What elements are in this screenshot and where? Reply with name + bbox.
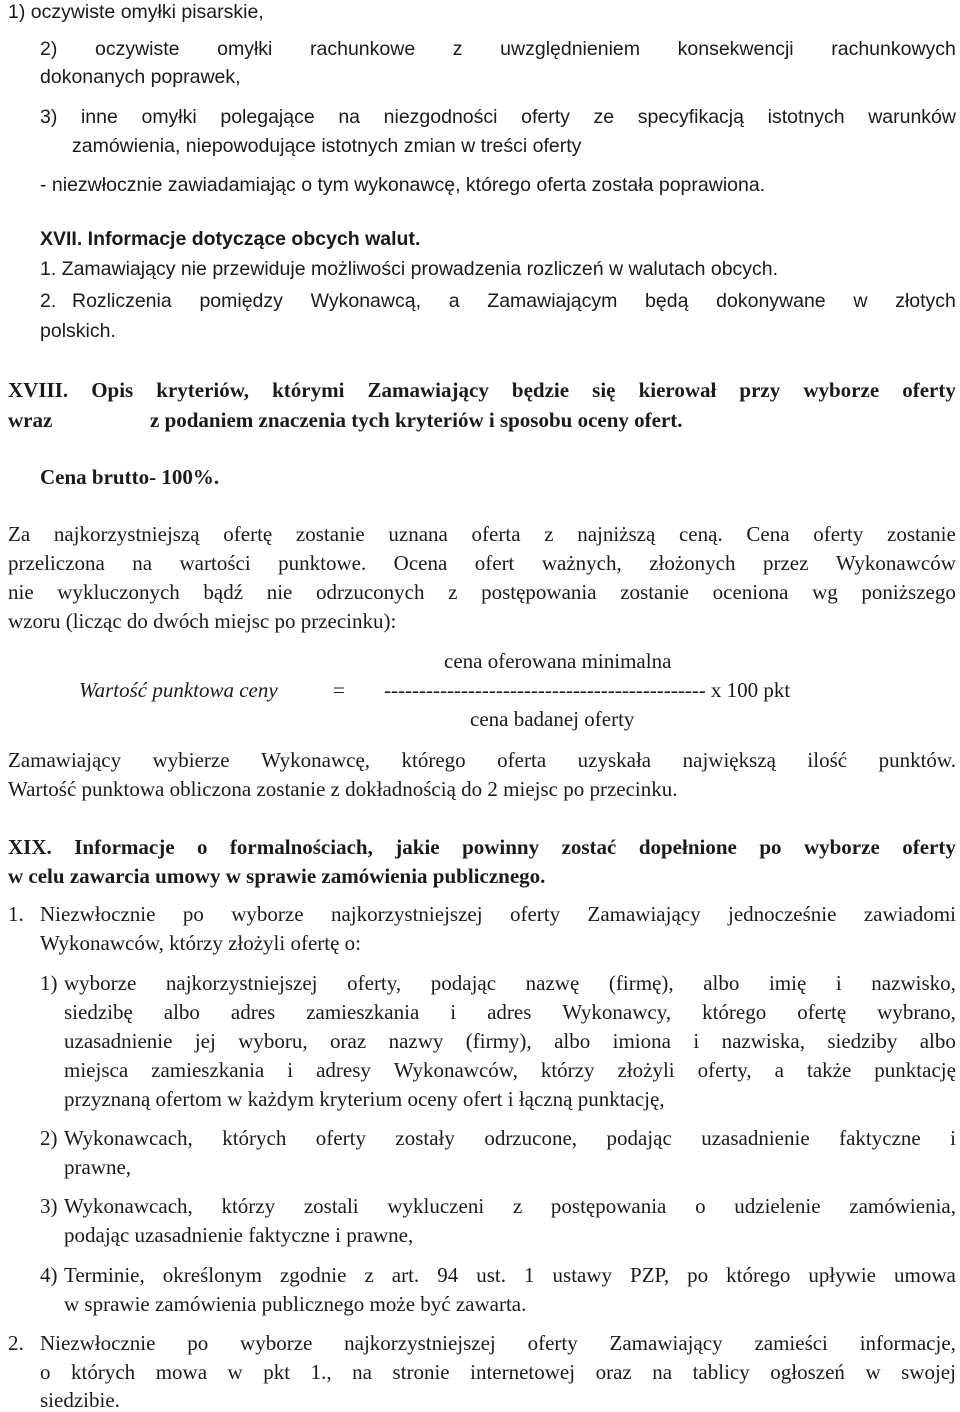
word: powinny bbox=[462, 835, 540, 859]
word: na bbox=[132, 551, 153, 575]
word: kierował bbox=[638, 378, 717, 402]
word: siedziby bbox=[827, 1029, 898, 1053]
word: (firmy), bbox=[465, 1029, 532, 1053]
word: zamieszkania bbox=[151, 1058, 265, 1082]
word: zostanie bbox=[295, 522, 365, 546]
word: XIX. bbox=[8, 835, 52, 859]
word: którzy bbox=[540, 1058, 595, 1082]
word: oferta bbox=[497, 748, 547, 772]
word: oceniona bbox=[712, 580, 789, 604]
word: adres bbox=[487, 1000, 532, 1024]
word: złożonych bbox=[649, 551, 736, 575]
word: na bbox=[352, 1360, 372, 1384]
word: bądź bbox=[203, 580, 244, 604]
numbered-item-1-number: 1. bbox=[8, 902, 24, 926]
word: ceną. bbox=[678, 522, 723, 546]
word: 2) bbox=[40, 38, 58, 60]
formula-denominator: cena badanej oferty bbox=[470, 707, 635, 731]
word: Opis bbox=[91, 378, 134, 402]
word: wyborze bbox=[64, 971, 137, 995]
word: najkorzystniejszej bbox=[330, 902, 483, 926]
word: adresy bbox=[316, 1058, 371, 1082]
word: z bbox=[452, 38, 463, 60]
word: punktowe. bbox=[278, 551, 367, 575]
word: wyborze bbox=[231, 902, 304, 926]
word: odrzuconych bbox=[316, 580, 425, 604]
word: z bbox=[364, 1263, 374, 1287]
word: formalnościach, bbox=[229, 835, 373, 859]
numbered-item-2-number: 2. bbox=[8, 1331, 24, 1355]
word: omyłki bbox=[141, 106, 197, 128]
word: ilość bbox=[807, 748, 848, 772]
word: Zamawiający bbox=[587, 902, 701, 926]
price-criterion: Cena brutto- 100%. bbox=[40, 465, 220, 489]
word: którzy bbox=[221, 1194, 276, 1218]
word: z bbox=[512, 1194, 523, 1218]
word: także bbox=[807, 1058, 852, 1082]
word: zostały bbox=[395, 1126, 455, 1150]
sub-item-4-line-2: w sprawie zamówienia publicznego może być zawarta. bbox=[64, 1292, 527, 1316]
sub-item-1-line-2 bbox=[64, 1002, 956, 1023]
word: w bbox=[853, 290, 868, 312]
word: Zamawiający bbox=[367, 378, 489, 402]
word: Wykonawcy, bbox=[562, 1000, 672, 1024]
word: Wykonawców, bbox=[393, 1058, 518, 1082]
word: przeliczona bbox=[8, 551, 105, 575]
word: odrzucone, bbox=[484, 1126, 578, 1150]
word: po bbox=[759, 835, 782, 859]
word: warunków bbox=[868, 106, 956, 128]
word: polegające bbox=[220, 106, 315, 128]
word: siedzibę bbox=[64, 1000, 133, 1024]
numbered-item-2-line-2 bbox=[40, 1362, 956, 1383]
word: a bbox=[774, 1058, 784, 1082]
word: albo bbox=[703, 971, 740, 995]
word: Za bbox=[8, 522, 31, 546]
word: 1., bbox=[310, 1360, 332, 1384]
sub-item-1-line-1 bbox=[64, 973, 956, 994]
word: punktację bbox=[874, 1058, 956, 1082]
word: którego bbox=[401, 748, 466, 772]
word: podając bbox=[606, 1126, 672, 1150]
word: 3) bbox=[40, 106, 58, 128]
word: zostanie bbox=[620, 580, 690, 604]
word: zostać bbox=[561, 835, 617, 859]
word: o bbox=[40, 1360, 51, 1384]
word: Niezwłocznie bbox=[40, 1331, 156, 1355]
word: wybierze bbox=[152, 748, 230, 772]
word: udzielenie bbox=[734, 1194, 821, 1218]
word: ofertę bbox=[797, 1000, 847, 1024]
word: zgodnie bbox=[279, 1263, 347, 1287]
word: oferty bbox=[521, 106, 570, 128]
word: 1 bbox=[524, 1263, 535, 1287]
word: uzasadnienie bbox=[64, 1029, 173, 1053]
list-item-2-cont: dokonanych poprawek, bbox=[40, 66, 241, 88]
word: określonym bbox=[162, 1263, 262, 1287]
sub-item-1-number: 1) bbox=[40, 971, 58, 995]
section-xvii-item-2 bbox=[72, 292, 956, 312]
word: PZP, bbox=[630, 1263, 670, 1287]
word: kryteriów, bbox=[156, 378, 250, 402]
word: i bbox=[835, 971, 842, 995]
word: Wykonawców bbox=[835, 551, 956, 575]
word: Informacje bbox=[74, 835, 175, 859]
word: oferty bbox=[509, 902, 561, 926]
word: ogłoszeń bbox=[770, 1360, 845, 1384]
formula-label: Wartość punktowa ceny bbox=[79, 678, 278, 702]
word: oferty bbox=[527, 1331, 578, 1355]
word: z bbox=[448, 580, 458, 604]
word: nazwisko, bbox=[871, 971, 956, 995]
word: ze bbox=[593, 106, 615, 128]
section-heading-xix-cont: w celu zawarcia umowy w sprawie zamówienia publicznego. bbox=[8, 864, 546, 888]
word: zamieści bbox=[754, 1331, 828, 1355]
word: wykluczonych bbox=[57, 580, 180, 604]
word: pomiędzy bbox=[199, 290, 283, 312]
word: Zamawiający bbox=[609, 1331, 723, 1355]
word: w bbox=[865, 1360, 881, 1384]
formula-fraction-line: ---------------------------------------------- x 100 pkt bbox=[384, 678, 791, 702]
word: pkt bbox=[263, 1360, 291, 1384]
word: wykluczeni bbox=[387, 1194, 485, 1218]
section-heading-xviii-cont: z podaniem znaczenia tych kryteriów i sposobu oceny ofert. bbox=[150, 408, 683, 432]
word: ust. bbox=[476, 1263, 506, 1287]
word: rachunkowych bbox=[831, 38, 956, 60]
word: Wykonawcę, bbox=[261, 748, 371, 772]
paragraph-line-1 bbox=[8, 524, 956, 545]
word: tablicy bbox=[692, 1360, 750, 1384]
section-xvii-item-2-cont: polskich. bbox=[40, 320, 116, 342]
word: Rozliczenia bbox=[72, 290, 172, 312]
word: 94 bbox=[437, 1263, 459, 1287]
section-heading-xviii bbox=[8, 380, 956, 401]
word: imię bbox=[768, 971, 807, 995]
sub-item-2-line-2: prawne, bbox=[64, 1155, 132, 1179]
word: Wykonawcach, bbox=[64, 1126, 193, 1150]
numbered-item-1-cont: Wykonawców, którzy złożyli ofertę o: bbox=[40, 931, 362, 955]
list-item-2 bbox=[40, 40, 956, 60]
word: istotnych bbox=[767, 106, 845, 128]
word: ustawy bbox=[552, 1263, 613, 1287]
list-item-3 bbox=[40, 108, 956, 128]
word: postępowania bbox=[550, 1194, 667, 1218]
result-line-2: Wartość punktowa obliczona zostanie z dokładnością do 2 miejsc po przecinku. bbox=[8, 777, 678, 801]
word: po bbox=[182, 902, 204, 926]
word: z bbox=[544, 522, 554, 546]
word: i bbox=[450, 1000, 457, 1024]
paragraph-line-4: wzoru (licząc do dwóch miejsc po przecinku): bbox=[8, 609, 397, 633]
word: będą bbox=[645, 290, 689, 312]
word: i bbox=[693, 1029, 700, 1053]
word: i bbox=[950, 1126, 956, 1150]
word: oferty, bbox=[347, 971, 402, 995]
word: swojej bbox=[901, 1360, 956, 1384]
word: oferta bbox=[471, 522, 521, 546]
word: albo bbox=[163, 1000, 200, 1024]
word: których bbox=[71, 1360, 136, 1384]
word: którego bbox=[726, 1263, 791, 1287]
word: wyborze bbox=[803, 835, 880, 859]
word: oraz bbox=[330, 1029, 367, 1053]
word: albo bbox=[919, 1029, 956, 1053]
word: Terminie, bbox=[64, 1263, 145, 1287]
section-heading-xvii: XVII. Informacje dotyczące obcych walut. bbox=[40, 228, 421, 250]
word: oraz bbox=[595, 1360, 632, 1384]
word: najkorzystniejszej bbox=[165, 971, 318, 995]
word: na bbox=[338, 106, 361, 128]
word: ofert bbox=[474, 551, 515, 575]
numbered-item-1 bbox=[40, 904, 956, 925]
word: zamieszkania bbox=[306, 1000, 420, 1024]
section-heading-xviii-word: wraz bbox=[8, 408, 53, 432]
sub-item-4-line-1 bbox=[64, 1265, 956, 1286]
sub-item-3-line-1 bbox=[64, 1196, 956, 1217]
section-xvii-item-1: 1. Zamawiający nie przewiduje możliwości prowadzenia rozliczeń w walutach obcych. bbox=[40, 258, 779, 280]
word: Zamawiający bbox=[8, 748, 122, 772]
word: nazwę bbox=[525, 971, 580, 995]
word: o bbox=[196, 835, 208, 859]
notice-line: - niezwłocznie zawiadamiając o tym wykonawcę, którego oferta została poprawiona. bbox=[40, 174, 766, 196]
word: podając bbox=[430, 971, 497, 995]
formula-equals: = bbox=[333, 678, 345, 702]
word: postępowania bbox=[481, 580, 597, 604]
word: oczywiste bbox=[94, 38, 180, 60]
word: złożyli bbox=[617, 1058, 675, 1082]
word: poniższego bbox=[861, 580, 956, 604]
word: jednocześnie bbox=[728, 902, 837, 926]
word: się bbox=[592, 378, 616, 402]
word: konsekwencji bbox=[677, 38, 794, 60]
word: zawiadomi bbox=[863, 902, 956, 926]
word: dokonywane bbox=[716, 290, 826, 312]
word: Niezwłocznie bbox=[40, 902, 156, 926]
word: imiona bbox=[612, 1029, 671, 1053]
word: złotych bbox=[895, 290, 956, 312]
word: wyboru, bbox=[238, 1029, 308, 1053]
word: największą bbox=[682, 748, 776, 772]
formula-numerator: cena oferowana minimalna bbox=[444, 649, 672, 673]
word: uznana bbox=[388, 522, 448, 546]
word: Ocena bbox=[393, 551, 448, 575]
list-item-1: 1) oczywiste omyłki pisarskie, bbox=[8, 1, 264, 23]
word: Cena bbox=[746, 522, 790, 546]
word: oferty bbox=[813, 522, 864, 546]
paragraph-line-2 bbox=[8, 553, 956, 574]
word: nazwy bbox=[388, 1029, 444, 1053]
word: zostanie bbox=[887, 522, 956, 546]
word: Zamawiającym bbox=[487, 290, 618, 312]
paragraph-line-3 bbox=[8, 582, 956, 603]
word: w bbox=[227, 1360, 243, 1384]
word: mowa bbox=[155, 1360, 208, 1384]
word: zamówienia, bbox=[849, 1194, 956, 1218]
word: po bbox=[187, 1331, 209, 1355]
word: i bbox=[287, 1058, 294, 1082]
section-xvii-item-2-number: 2. bbox=[40, 290, 57, 312]
word: zostali bbox=[303, 1194, 359, 1218]
word: wyborze bbox=[803, 378, 880, 402]
word: dopełnione bbox=[638, 835, 737, 859]
word: niezgodności bbox=[383, 106, 498, 128]
word: inne bbox=[80, 106, 118, 128]
word: adres bbox=[230, 1000, 276, 1024]
sub-item-3-line-2: podając uzasadnienie faktyczne i prawne, bbox=[64, 1223, 414, 1247]
numbered-item-2-line-1 bbox=[40, 1333, 956, 1354]
section-heading-xix bbox=[8, 837, 956, 858]
word: o bbox=[695, 1194, 706, 1218]
sub-item-4-number: 4) bbox=[40, 1263, 58, 1287]
word: którymi bbox=[272, 378, 345, 402]
word: których bbox=[222, 1126, 287, 1150]
word: oferty bbox=[315, 1126, 366, 1150]
word: wybrano, bbox=[877, 1000, 956, 1024]
word: oferty bbox=[902, 378, 956, 402]
word: na bbox=[652, 1360, 673, 1384]
word: najkorzystniejszą bbox=[53, 522, 200, 546]
word: omyłki bbox=[217, 38, 273, 60]
word: ważnych, bbox=[541, 551, 622, 575]
word: umowa bbox=[894, 1263, 956, 1287]
word: (firmę), bbox=[608, 971, 674, 995]
word: miejsca bbox=[64, 1058, 129, 1082]
word: XVIII. bbox=[8, 378, 69, 402]
sub-item-1-line-4 bbox=[64, 1060, 956, 1081]
word: punktów. bbox=[878, 748, 956, 772]
word: wg bbox=[812, 580, 838, 604]
word: albo bbox=[554, 1029, 591, 1053]
word: przy bbox=[739, 378, 781, 402]
word: nie bbox=[8, 580, 34, 604]
word: najkorzystniejszej bbox=[344, 1331, 496, 1355]
word: nazwiska, bbox=[721, 1029, 805, 1053]
word: specyfikacją bbox=[637, 106, 744, 128]
word: jakie bbox=[395, 835, 440, 859]
word: którego bbox=[702, 1000, 767, 1024]
numbered-item-2-line-3: siedzibie. bbox=[40, 1388, 120, 1412]
word: ofertę bbox=[223, 522, 273, 546]
word: a bbox=[448, 290, 460, 312]
word: Wykonawcą, bbox=[310, 290, 421, 312]
word: nie bbox=[266, 580, 293, 604]
word: oferty, bbox=[697, 1058, 752, 1082]
word: uzasadnienie bbox=[701, 1126, 810, 1150]
sub-item-2-line-1 bbox=[64, 1128, 956, 1149]
word: jej bbox=[194, 1029, 216, 1053]
word: wartości bbox=[179, 551, 251, 575]
word: art. bbox=[391, 1263, 420, 1287]
word: uzyskała bbox=[577, 748, 652, 772]
word: uwzględnieniem bbox=[500, 38, 641, 60]
word: wyborze bbox=[240, 1331, 313, 1355]
word: Wykonawcach, bbox=[64, 1194, 193, 1218]
sub-item-2-number: 2) bbox=[40, 1126, 58, 1150]
word: stronie bbox=[392, 1360, 450, 1384]
word: rachunkowe bbox=[310, 38, 416, 60]
word: informacje, bbox=[859, 1331, 956, 1355]
word: przez bbox=[762, 551, 809, 575]
word: upływie bbox=[808, 1263, 876, 1287]
list-item-3-cont: zamówienia, niepowodujące istotnych zmian w treści oferty bbox=[72, 135, 582, 157]
sub-item-1-line-5: przyznaną ofertom w każdym kryterium oceny ofert i łączną punktację, bbox=[64, 1087, 665, 1111]
word: po bbox=[687, 1263, 709, 1287]
word: internetowej bbox=[470, 1360, 576, 1384]
sub-item-3-number: 3) bbox=[40, 1194, 58, 1218]
sub-item-1-line-3 bbox=[64, 1031, 956, 1052]
word: faktyczne bbox=[839, 1126, 921, 1150]
word: oferty bbox=[902, 835, 956, 859]
word: będzie bbox=[511, 378, 570, 402]
result-line-1 bbox=[8, 750, 956, 771]
word: najniższą bbox=[577, 522, 656, 546]
